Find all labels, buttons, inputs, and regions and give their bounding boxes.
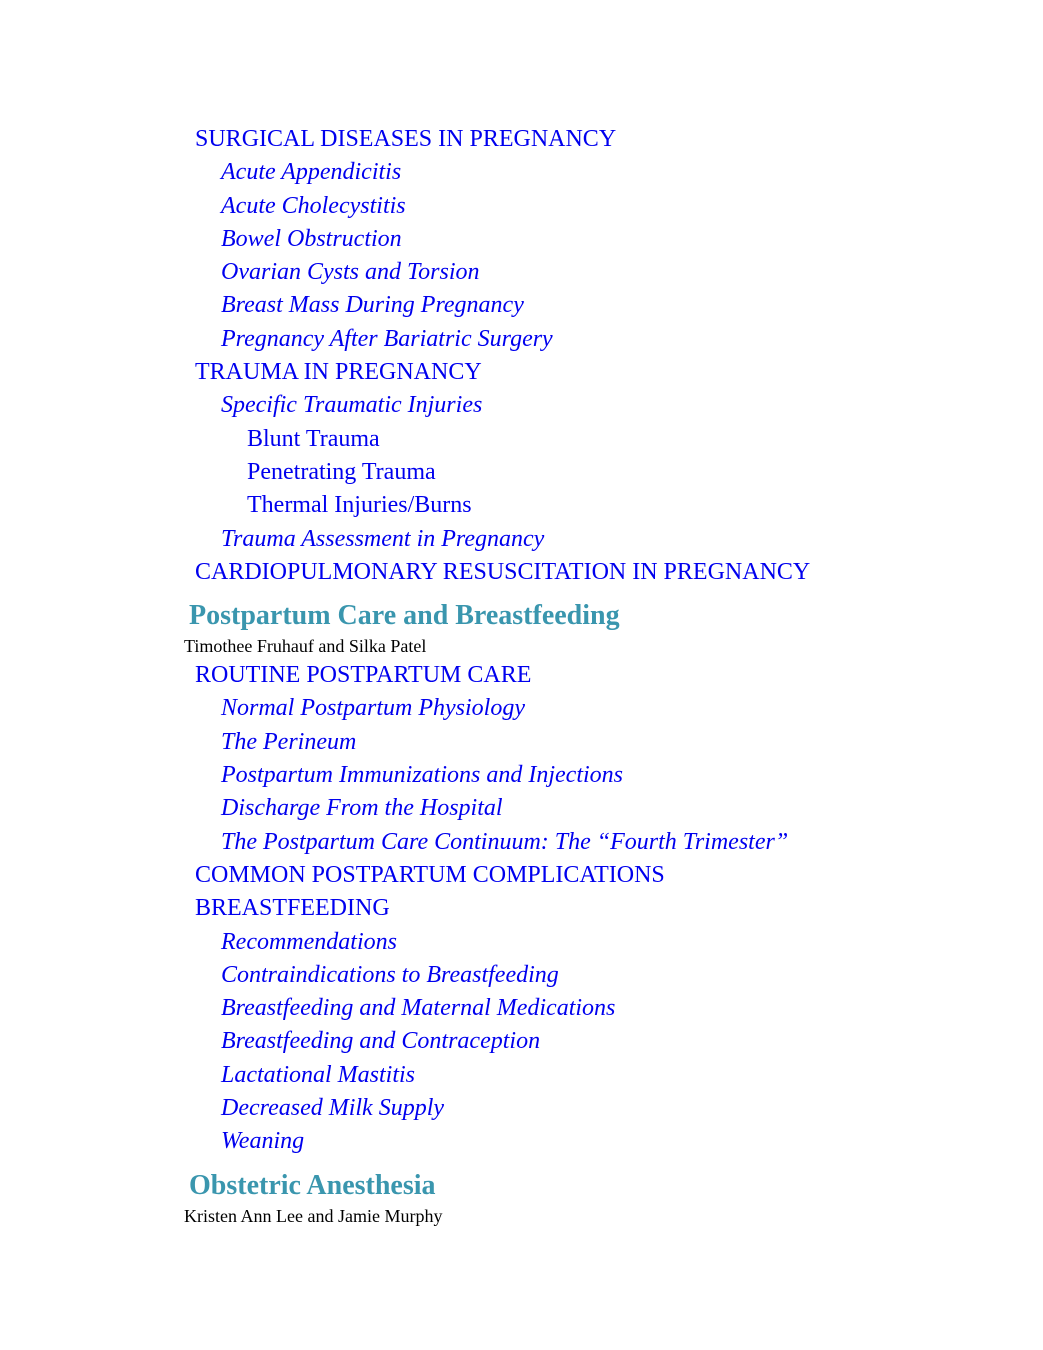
toc-subheading-link[interactable]: Weaning [221,1128,305,1155]
toc-subsubheading-link[interactable]: Blunt Trauma [247,425,380,452]
table-of-contents [0,123,1043,1229]
toc-subheading-link[interactable]: Bowel Obstruction [221,225,402,252]
toc-section [0,1169,1043,1229]
toc-subheading-link[interactable]: Breastfeeding and Maternal Medications [221,995,616,1022]
chapter-title: Obstetric Anesthesia [189,1169,436,1201]
toc-subheading-link[interactable]: Lactational Mastitis [221,1061,416,1088]
toc-subheading-link[interactable]: Decreased Milk Supply [221,1095,445,1122]
toc-subheading-link[interactable]: Discharge From the Hospital [221,795,503,822]
toc-section [0,599,1043,1158]
toc-subsubheading-link[interactable]: Thermal Injuries/Burns [247,492,472,519]
chapter-authors: Kristen Ann Lee and Jamie Murphy [184,1205,443,1226]
toc-subheading-link[interactable]: Pregnancy After Bariatric Surgery [221,325,553,352]
toc-subheading-link[interactable]: Breastfeeding and Contraception [221,1028,541,1055]
toc-subheading-link[interactable]: Normal Postpartum Physiology [221,695,525,722]
toc-subheading-link[interactable]: The Perineum [221,728,357,755]
toc-subheading-link[interactable]: Acute Cholecystitis [221,192,406,219]
toc-heading-link[interactable]: SURGICAL DISEASES IN PREGNANCY [195,126,617,152]
toc-heading-link[interactable]: BREASTFEEDING [195,895,390,922]
toc-subheading-link[interactable]: Recommendations [221,928,397,955]
chapter-authors: Timothee Fruhauf and Silka Patel [184,636,427,657]
toc-subheading-link[interactable]: Ovarian Cysts and Torsion [221,259,480,286]
toc-heading-link[interactable]: TRAUMA IN PREGNANCY [195,359,482,386]
toc-subheading-link[interactable]: Postpartum Immunizations and Injections [221,762,623,789]
toc-heading-link[interactable]: COMMON POSTPARTUM COMPLICATIONS [195,861,665,888]
toc-subsubheading-link[interactable]: Penetrating Trauma [247,458,436,485]
toc-heading-link[interactable]: CARDIOPULMONARY RESUSCITATION IN PREGNANCY [195,558,811,585]
toc-subheading-link[interactable]: Trauma Assessment in Pregnancy [221,525,545,552]
toc-subheading-link[interactable]: The Postpartum Care Continuum: The “Fourth Trimester” [221,828,789,855]
toc-heading-link[interactable]: ROUTINE POSTPARTUM CARE [195,662,532,689]
toc-subheading-link[interactable]: Contraindications to Breastfeeding [221,961,559,988]
toc-subheading-link[interactable]: Acute Appendicitis [221,159,402,186]
toc-subheading-link[interactable]: Breast Mass During Pregnancy [221,292,524,319]
toc-subheading-link[interactable]: Specific Traumatic Injuries [221,392,483,419]
chapter-title: Postpartum Care and Breastfeeding [189,600,620,632]
toc-section [0,123,1043,589]
